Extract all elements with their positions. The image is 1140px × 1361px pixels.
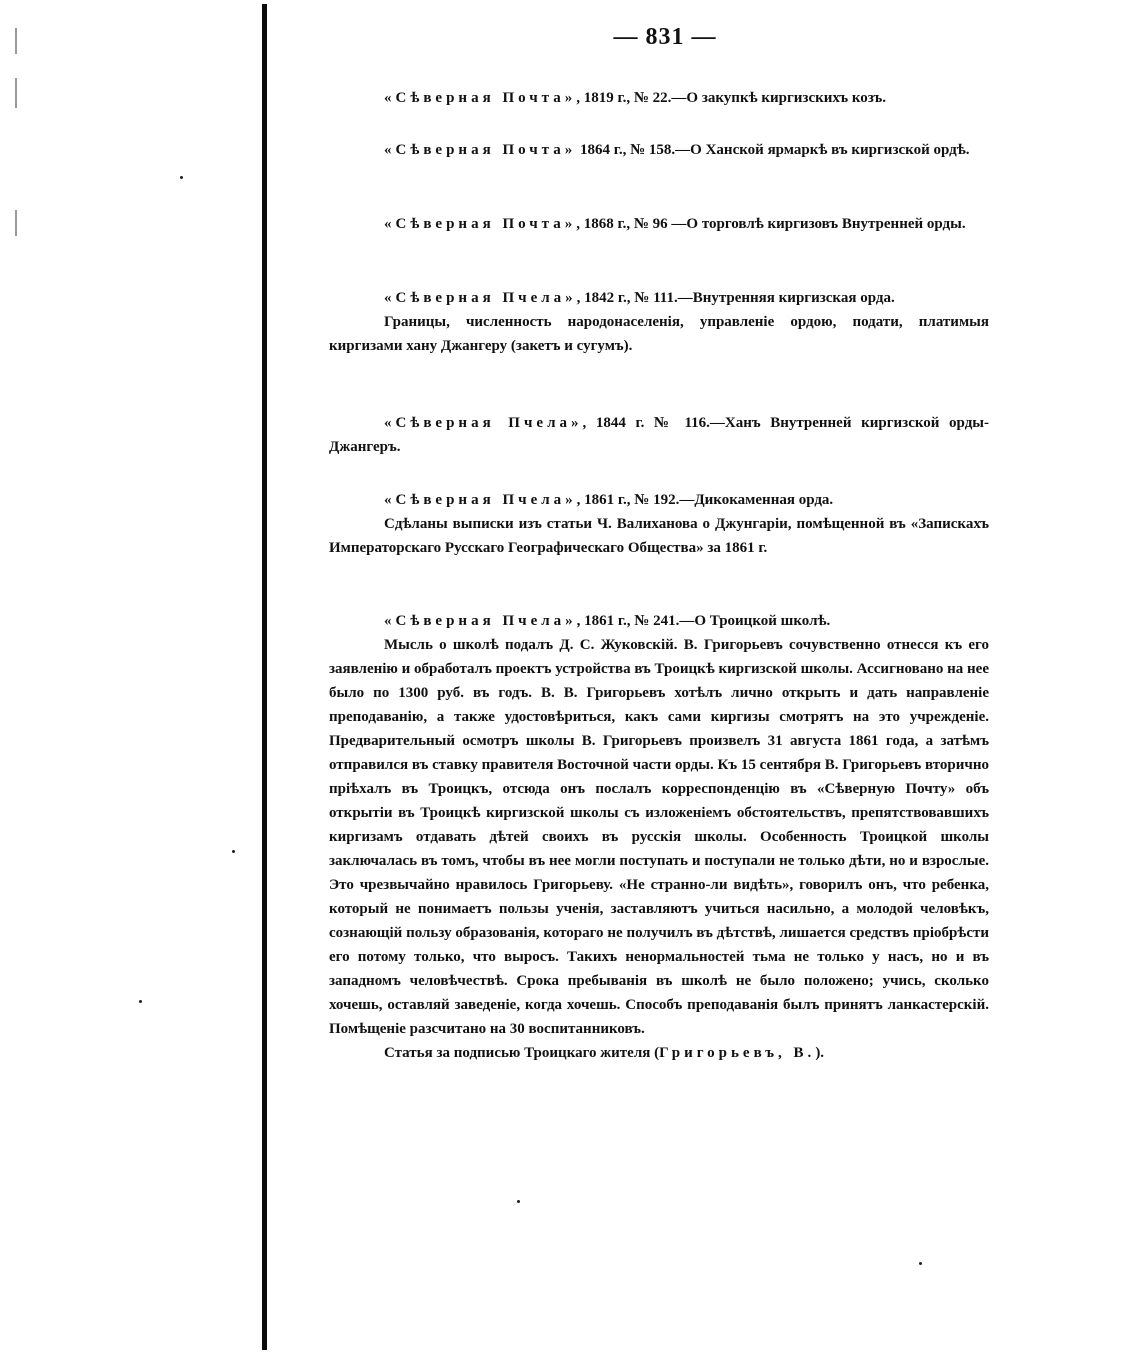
scan-speck [180, 176, 183, 179]
signature-text: Статья за подписью Троицкаго жителя ( [384, 1045, 660, 1061]
entry-details: , 1861 г., № 241.—О Троицкой школѣ. [576, 613, 831, 629]
source-title: «Сѣверная Почта» [384, 216, 577, 232]
source-title: «Сѣверная Пчела» [384, 613, 577, 629]
source-title: «Сѣверная Почта» [384, 90, 577, 106]
scan-speck [139, 1000, 142, 1003]
scan-speck [232, 850, 235, 853]
bibliography-entry [329, 138, 989, 162]
source-title: «Сѣверная Почта» [384, 142, 577, 158]
entry-description: Границы, численность народонаселенія, управленіе ордою, подати, платимыя киргизами хану Джангеру (закетъ и сугумъ). [329, 314, 989, 354]
entry-details: 1864 г., № 158.—О Ханской ярмаркѣ въ киргизской ордѣ. [576, 142, 970, 158]
bibliography-entry [329, 212, 989, 236]
bibliography-entry [329, 609, 989, 1065]
source-title: «Сѣверная Пчела» [384, 415, 583, 431]
scan-artifact [15, 28, 17, 54]
source-title: «Сѣверная Пчела» [384, 492, 577, 508]
entry-details: , 1868 г., № 96 —О торговлѣ киргизовъ Внутренней орды. [576, 216, 966, 232]
signature-author: Григорьевъ, В. [659, 1045, 816, 1061]
entry-details: , 1819 г., № 22.—О закупкѣ киргизскихъ козъ. [576, 90, 887, 106]
scan-artifact [15, 210, 17, 236]
entry-description: Сдѣланы выписки изъ статьи Ч. Валиханова о Джунгаріи, помѣщенной въ «Запискахъ Императорскаго Русскаго Географическаго Общества» за 1861 г. [329, 516, 989, 556]
scan-margin [0, 0, 260, 1361]
entry-signature [329, 1041, 989, 1065]
bibliography-entry [329, 488, 989, 560]
binding-edge [262, 4, 267, 1350]
page-number: — 831 — [613, 24, 717, 50]
entry-details: , 1861 г., № 192.—Дикокаменная орда. [576, 492, 834, 508]
scan-speck [919, 1262, 922, 1265]
entry-description: Мысль о школѣ подалъ Д. С. Жуковскій. В. Григорьевъ сочувственно отнесся къ его заявленію и обработалъ проектъ устройства въ Троицкѣ киргизской школы. Ассигновано на нее было по 1300 руб. въ годъ. В. В. Григорьевъ хотѣлъ лично открыть и дать направленіе преподаванію, а также удостовѣриться, какъ сами киргизы смотрятъ на это учрежденіе. Предварительный осмотръ школы В. Григорьевъ произвелъ 31 августа 1861 года, а затѣмъ отправился въ ставку правителя Восточной части орды. Къ 15 сентября В. Григорьевъ вторично пріѣхалъ въ Троицкъ, отсюда онъ послалъ корреспонденцію въ «Сѣверную Почту» объ открытіи въ Троицкѣ киргизской школы съ изложеніемъ обстоятельствъ, препятствовавшихъ киргизамъ отдавать дѣтей своихъ въ русскія школы. Особенность Троицкой школы заключалась въ томъ, чтобы въ нее могли поступать и поступали не только дѣти, но и взрослые. Это чрезвычайно нравилось Григорьеву. «Не странно-ли видѣть», говорилъ онъ, что ребенка, который не понимаетъ пользы ученія, заставляютъ учиться насильно, а молодой человѣкъ, сознающій пользу образованія, котораго не получилъ въ дѣтствѣ, лишается средствъ пріобрѣсти его потому только, что выросъ. Такихъ ненормальностей тьма не только у насъ, но и въ западномъ человѣчествѣ. Срока пребыванія въ школѣ не было положено; учись, сколько хочешь, оставляй заведеніе, когда хочешь. Способъ преподаванія былъ принятъ ланкастерскій. Помѣщеніе разсчитано на 30 воспитанниковъ. [329, 637, 989, 1037]
scan-speck [517, 1200, 520, 1203]
source-title: «Сѣверная Пчела» [384, 290, 577, 306]
bibliography-entry [329, 411, 989, 459]
signature-close: ). [815, 1045, 825, 1061]
bibliography-entry [329, 286, 989, 358]
bibliography-entry [329, 86, 989, 110]
entry-details: , 1844 г. № 116.—Ханъ Внутренней киргизской орды-Джангеръ. [329, 415, 989, 455]
scan-artifact [15, 78, 17, 108]
entry-details: , 1842 г., № 111.—Внутренняя киргизская орда. [576, 290, 895, 306]
